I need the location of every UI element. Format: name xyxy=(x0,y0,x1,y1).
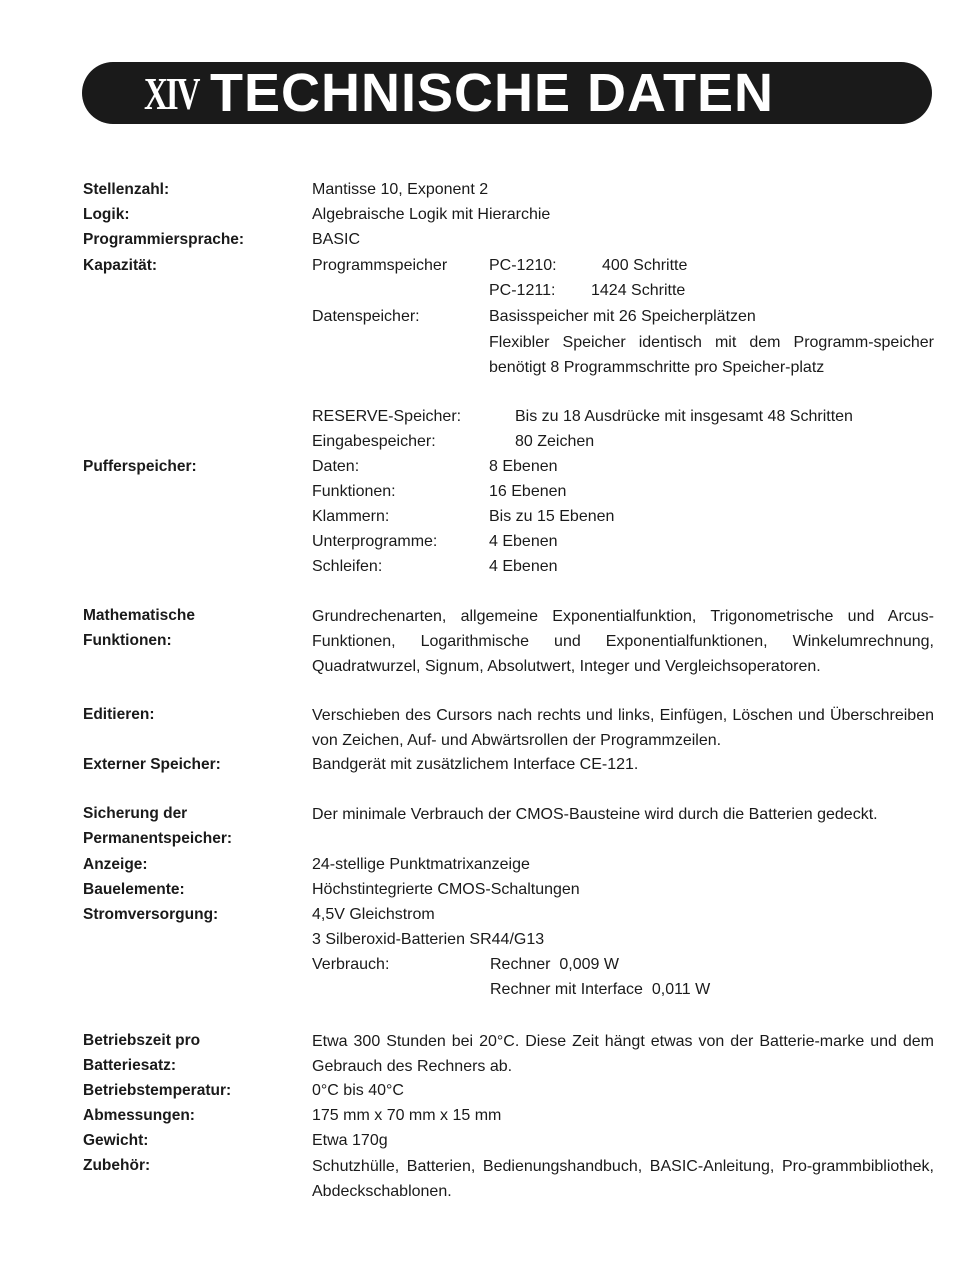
value-anzeige: 24-stellige Punktmatrixanzeige xyxy=(312,856,530,873)
value-externer-speicher: Bandgerät mit zusätzlichem Interface CE-121. xyxy=(312,756,639,773)
puffer-row-value: 4 Ebenen xyxy=(489,558,558,575)
label-programmiersprache: Programmiersprache: xyxy=(83,231,245,248)
chapter-number: XIV xyxy=(144,67,199,119)
page-title: TECHNISCHE DATEN xyxy=(210,63,775,123)
value-editieren: Verschieben des Cursors nach rechts und links, Einfügen, Löschen und Überschreiben von Zeichen, Auf- und Abwärtsrollen der Programmzeilen. xyxy=(312,707,934,749)
label-funktionen: Funktionen: xyxy=(83,632,172,649)
reserve-speicher-value: Bis zu 18 Ausdrücke mit insgesamt 48 Schritten xyxy=(515,408,853,425)
datenspeicher-label: Datenspeicher: xyxy=(312,308,420,325)
pc1210-model: PC-1210: xyxy=(489,257,557,274)
label-anzeige: Anzeige: xyxy=(83,856,148,873)
value-logik: Algebraische Logik mit Hierarchie xyxy=(312,206,551,223)
reserve-speicher-label: RESERVE-Speicher: xyxy=(312,408,462,425)
verbrauch-rechner-interface: Rechner mit Interface 0,011 W xyxy=(490,981,711,998)
value-stellenzahl: Mantisse 10, Exponent 2 xyxy=(312,181,489,198)
pc1210-steps: 400 Schritte xyxy=(602,257,688,274)
label-gewicht: Gewicht: xyxy=(83,1132,149,1149)
puffer-row-value: Bis zu 15 Ebenen xyxy=(489,508,615,525)
verbrauch-rechner: Rechner 0,009 W xyxy=(490,956,619,973)
label-bauelemente: Bauelemente: xyxy=(83,881,185,898)
puffer-row-name: Schleifen: xyxy=(312,558,383,575)
label-kapazitaet: Kapazität: xyxy=(83,257,158,274)
value-betriebszeit: Etwa 300 Stunden bei 20°C. Diese Zeit hängt etwas von der Batterie-marke und dem Gebrauch des Rechners ab. xyxy=(312,1033,934,1075)
eingabespeicher-value: 80 Zeichen xyxy=(515,433,595,450)
value-betriebstemperatur: 0°C bis 40°C xyxy=(312,1082,404,1099)
label-logik: Logik: xyxy=(83,206,130,223)
label-externer-speicher: Externer Speicher: xyxy=(83,756,221,773)
value-batterien: 3 Silberoxid-Batterien SR44/G13 xyxy=(312,931,545,948)
value-programmiersprache: BASIC xyxy=(312,231,361,248)
label-editieren: Editieren: xyxy=(83,706,155,723)
label-batteriesatz: Batteriesatz: xyxy=(83,1057,177,1074)
label-zubehoer: Zubehör: xyxy=(83,1157,151,1174)
value-mathematische-funktionen: Grundrechenarten, allgemeine Exponentialfunktion, Trigonometrische und Arcus-Funktionen, Logarithmische und Exponentialfunktionen, Winkelumrechnung, Quadratwurzel, Signum, Absolutwert, Integer und Vergleichsoperatoren. xyxy=(312,608,934,675)
label-betriebstemperatur: Betriebstemperatur: xyxy=(83,1082,232,1099)
puffer-row-name: Daten: xyxy=(312,458,360,475)
label-pufferspeicher: Pufferspeicher: xyxy=(83,458,197,475)
programmspeicher-label: Programmspeicher xyxy=(312,257,448,274)
basisspeicher-value: Basisspeicher mit 26 Speicherplätzen xyxy=(489,308,756,325)
label-mathematische: Mathematische xyxy=(83,607,195,624)
pc1211-steps: 1424 Schritte xyxy=(591,282,686,299)
value-sicherung: Der minimale Verbrauch der CMOS-Bausteine wird durch die Batterien gedeckt. xyxy=(312,806,878,823)
puffer-row-value: 16 Ebenen xyxy=(489,483,567,500)
chapter-banner xyxy=(82,62,932,124)
label-permanentspeicher: Permanentspeicher: xyxy=(83,830,233,847)
value-bauelemente: Höchstintegrierte CMOS-Schaltungen xyxy=(312,881,580,898)
label-abmessungen: Abmessungen: xyxy=(83,1107,195,1124)
flexibler-speicher-value: Flexibler Speicher identisch mit dem Programm-speicher benötigt 8 Programmschritte pro Speicher-platz xyxy=(489,334,934,376)
puffer-row-value: 8 Ebenen xyxy=(489,458,558,475)
label-betriebszeit: Betriebszeit pro xyxy=(83,1032,201,1049)
value-gleichstrom: 4,5V Gleichstrom xyxy=(312,906,435,923)
puffer-row-value: 4 Ebenen xyxy=(489,533,558,550)
pc1211-model: PC-1211: xyxy=(489,282,556,299)
label-stellenzahl: Stellenzahl: xyxy=(83,181,170,198)
value-abmessungen: 175 mm x 70 mm x 15 mm xyxy=(312,1107,502,1124)
label-stromversorgung: Stromversorgung: xyxy=(83,906,219,923)
label-sicherung: Sicherung der xyxy=(83,805,188,822)
verbrauch-label: Verbrauch: xyxy=(312,956,390,973)
puffer-row-name: Funktionen: xyxy=(312,483,396,500)
value-zubehoer: Schutzhülle, Batterien, Bedienungshandbuch, BASIC-Anleitung, Pro-grammbibliothek, Abdeckschablonen. xyxy=(312,1158,934,1200)
puffer-row-name: Unterprogramme: xyxy=(312,533,438,550)
puffer-row-name: Klammern: xyxy=(312,508,390,525)
eingabespeicher-label: Eingabespeicher: xyxy=(312,433,436,450)
value-gewicht: Etwa 170g xyxy=(312,1132,388,1149)
